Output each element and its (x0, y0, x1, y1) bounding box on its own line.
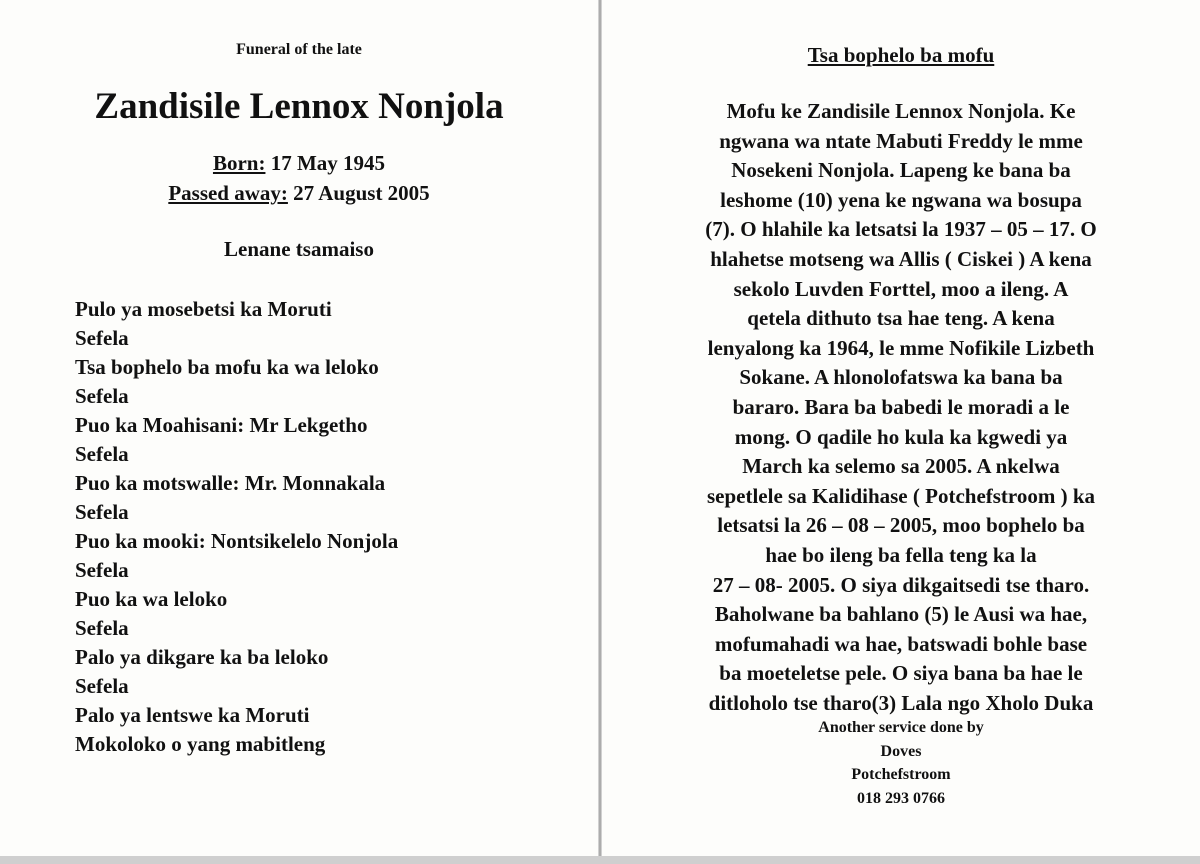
biography-heading: Tsa bophelo ba mofu (807, 43, 995, 67)
service-line: Another service done by (818, 719, 984, 736)
biography-line: mong. O qadile ho kula ka kgwedi ya (734, 424, 1068, 449)
biography-line: sepetlele sa Kalidihase ( Potchefstroom ) ka (706, 483, 1096, 508)
programme-item: Puo ka wa leloko (75, 587, 228, 611)
programme-item: Puo ka mooki: Nontsikelelo Nonjola (75, 529, 399, 553)
passed-date: 27 August 2005 (293, 181, 430, 205)
biography-line: letsatsi la 26 – 08 – 2005, moo bophelo ba (717, 513, 1085, 538)
programme-item: Sefela (75, 616, 129, 640)
biography-line: sekolo Luvden Forttel, moo a ileng. A (733, 276, 1069, 301)
programme-item: Mokoloko o yang mabitleng (75, 732, 326, 756)
biography-line: (7). O hlahile ka letsatsi la 1937 – 05 – 17. O (705, 217, 1097, 242)
born-line (0, 150, 598, 176)
programme-item: Sefela (75, 558, 129, 582)
deceased-name: Zandisile Lennox Nonjola (94, 86, 504, 127)
funeral-heading: Funeral of the late (236, 41, 362, 58)
programme-item: Sefela (75, 674, 129, 698)
programme-list (75, 295, 575, 759)
right-page (602, 0, 1200, 864)
born-date: 17 May 1945 (270, 151, 386, 175)
passed-line (0, 180, 598, 206)
biography-text (602, 97, 1200, 718)
biography-line: Nosekeni Nonjola. Lapeng ke bana ba (731, 158, 1071, 183)
programme-item: Sefela (75, 384, 129, 408)
biography-line: lenyalong ka 1964, le mme Nofikile Lizbeth (707, 335, 1095, 360)
service-company: Doves (880, 742, 922, 760)
biography-line: Mofu ke Zandisile Lennox Nonjola. Ke (726, 99, 1076, 123)
biography-line: bararo. Bara ba babedi le moradi a le (732, 394, 1070, 419)
biography-line: 27 – 08- 2005. O siya dikgaitsedi tse tharo. (712, 572, 1090, 597)
biography-line: Sokane. A hlonolofatswa ka bana ba (739, 365, 1063, 390)
biography-line: mofumahadi wa hae, batswadi bohle base (714, 631, 1088, 656)
programme-item: Sefela (75, 500, 129, 524)
biography-line: qetela dithuto tsa hae teng. A kena (747, 306, 1055, 331)
biography-line: hae bo ileng ba fella teng ka la (765, 542, 1037, 567)
biography-line: hlahetse motseng wa Allis ( Ciskei ) A kena (710, 246, 1092, 271)
service-phone: 018 293 0766 (857, 789, 945, 807)
programme-item: Palo ya lentswe ka Moruti (75, 703, 310, 727)
biography-line: ba moeteletse pele. O siya bana ba hae le (719, 661, 1083, 686)
biography-line: Baholwane ba bahlano (5) le Ausi wa hae, (714, 602, 1088, 627)
biography-line: ngwana wa ntate Mabuti Freddy le mme (719, 128, 1083, 153)
left-page (0, 0, 598, 864)
born-label: Born: (212, 151, 266, 175)
service-provider (602, 716, 1200, 810)
programme-item: Sefela (75, 442, 129, 466)
biography-line: ditloholo tse tharo(3) Lala ngo Xholo Duka (708, 690, 1094, 715)
programme-item: Sefela (75, 326, 129, 350)
programme-item: Pulo ya mosebetsi ka Moruti (75, 297, 332, 321)
biography-line: March ka selemo sa 2005. A nkelwa (742, 454, 1060, 479)
passed-label: Passed away: (168, 181, 288, 205)
service-town: Potchefstroom (851, 766, 951, 783)
scan-bottom-edge (0, 856, 1200, 864)
programme-item: Tsa bophelo ba mofu ka wa leloko (75, 355, 379, 379)
biography-line: leshome (10) yena ke ngwana wa bosupa (720, 187, 1082, 212)
programme-item: Puo ka motswalle: Mr. Monnakala (75, 471, 386, 495)
programme-title: Lenane tsamaiso (224, 237, 374, 261)
programme-item: Puo ka Moahisani: Mr Lekgetho (75, 413, 368, 437)
programme-item: Palo ya dikgare ka ba leloko (75, 645, 329, 669)
